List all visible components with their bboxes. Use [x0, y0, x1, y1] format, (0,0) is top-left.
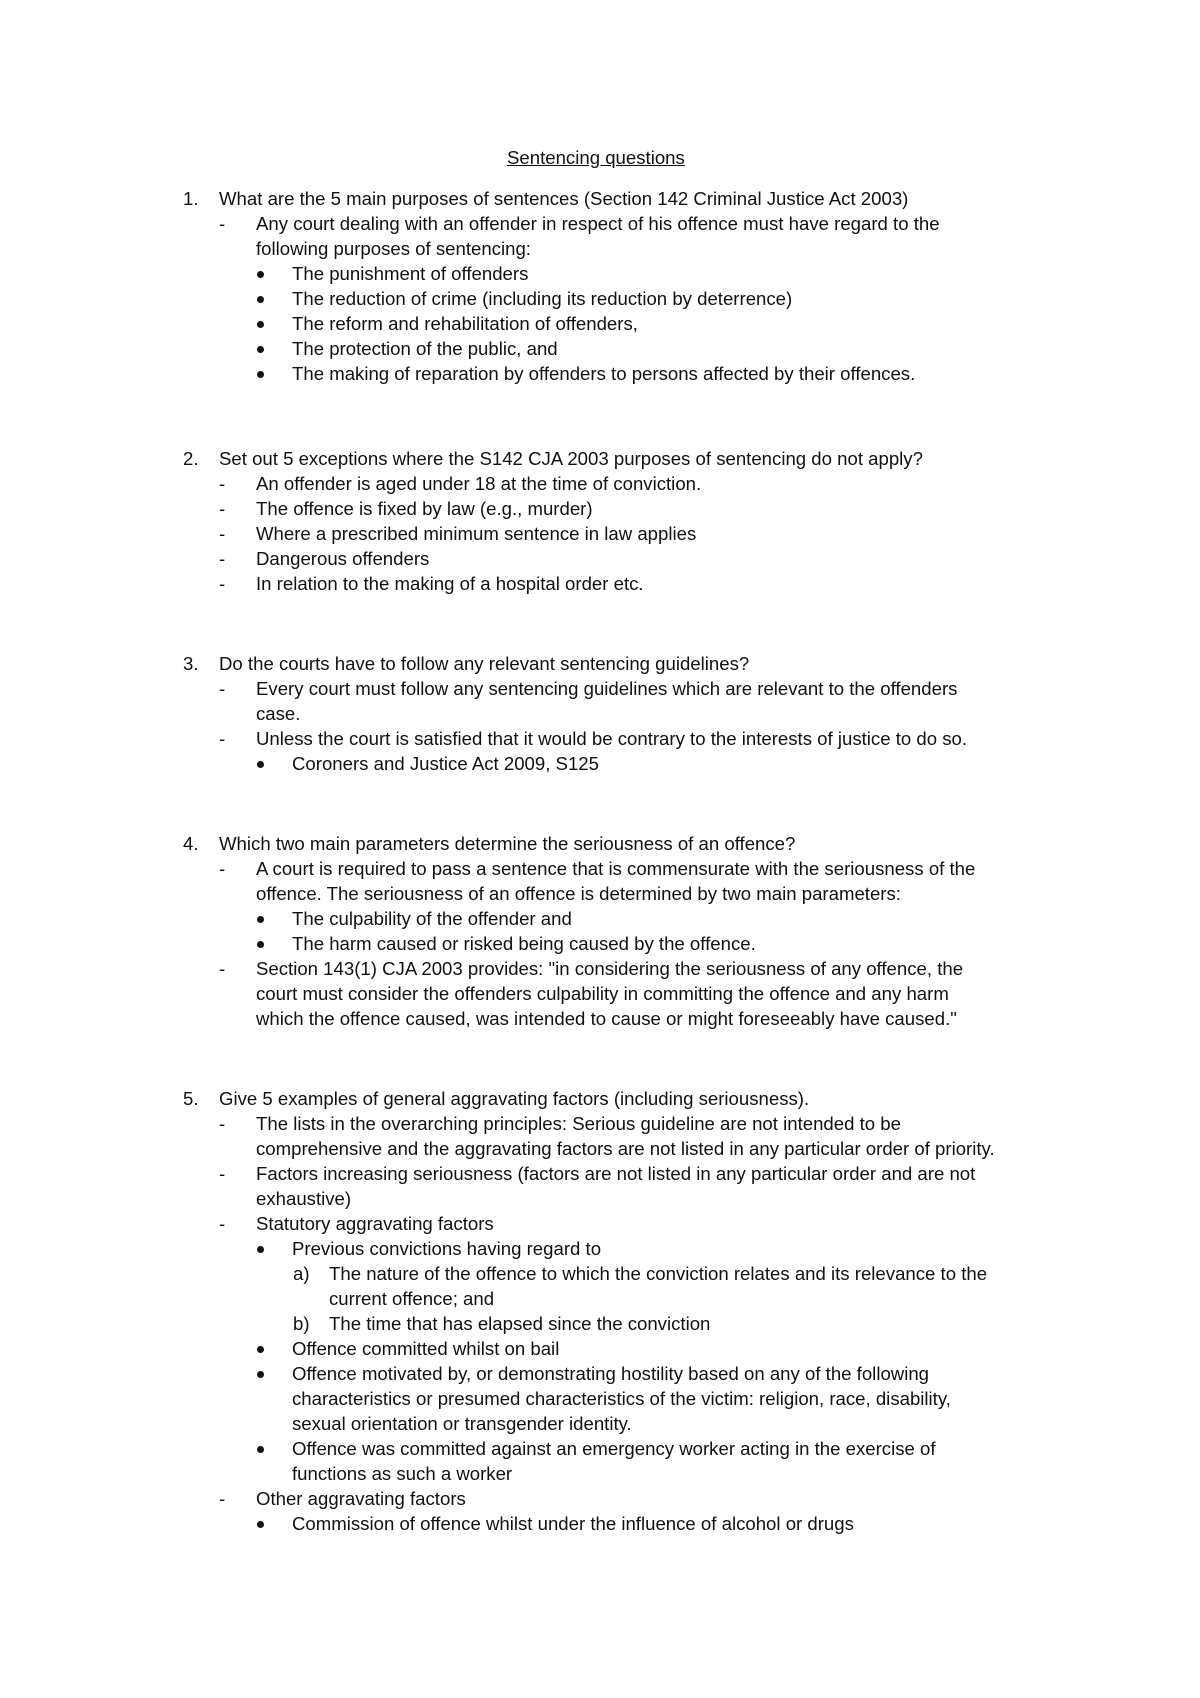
question-number: 5.: [183, 1088, 199, 1109]
answer-text: The lists in the overarching principles: Serious guideline are not intended to be: [256, 1113, 901, 1134]
dash-marker: -: [219, 573, 226, 594]
dash-marker: -: [219, 213, 226, 234]
sub-item-text: The nature of the offence to which the conviction relates and its relevance to the: [329, 1263, 988, 1284]
bullet-text: Offence was committed against an emergency worker acting in the exercise of: [292, 1438, 936, 1459]
question-text: Do the courts have to follow any relevant sentencing guidelines?: [219, 653, 750, 674]
dash-marker: -: [219, 498, 226, 519]
bullet-icon: [257, 321, 264, 328]
dash-marker: -: [219, 548, 226, 569]
dash-marker: -: [219, 958, 226, 979]
bullet-icon: [257, 271, 264, 278]
bullet-icon: [257, 1346, 264, 1353]
answer-text: The offence is fixed by law (e.g., murder): [256, 498, 593, 519]
bullet-icon: [257, 941, 264, 948]
answer-text: Other aggravating factors: [256, 1488, 466, 1509]
answer-text: Dangerous offenders: [256, 548, 430, 569]
answer-text: which the offence caused, was intended to cause or might foreseeably have caused.": [256, 1008, 957, 1029]
dash-marker: -: [219, 1213, 226, 1234]
dash-marker: -: [219, 1488, 226, 1509]
answer-text: Statutory aggravating factors: [256, 1213, 494, 1234]
bullet-text: Commission of offence whilst under the influence of alcohol or drugs: [292, 1513, 854, 1534]
sub-item-label: a): [293, 1263, 310, 1284]
sub-item-label: b): [293, 1313, 310, 1334]
answer-text: comprehensive and the aggravating factors are not listed in any particular order of priority.: [256, 1138, 995, 1159]
sub-item-text: The time that has elapsed since the conviction: [329, 1313, 711, 1334]
bullet-text: The punishment of offenders: [292, 263, 529, 284]
dash-marker: -: [219, 728, 226, 749]
answer-text: Section 143(1) CJA 2003 provides: "in considering the seriousness of any offence, the: [256, 958, 964, 979]
bullet-text: The culpability of the offender and: [292, 908, 572, 929]
bullet-text: The harm caused or risked being caused by the offence.: [292, 933, 756, 954]
answer-text: exhaustive): [256, 1188, 352, 1209]
question-text: Which two main parameters determine the seriousness of an offence?: [219, 833, 796, 854]
question-number: 3.: [183, 653, 199, 674]
sub-item-text: current offence; and: [329, 1288, 495, 1309]
bullet-icon: [257, 916, 264, 923]
answer-text: Any court dealing with an offender in respect of his offence must have regard to the: [256, 213, 940, 234]
answer-text: A court is required to pass a sentence that is commensurate with the seriousness of the: [256, 858, 976, 879]
dash-marker: -: [219, 858, 226, 879]
bullet-icon: [257, 1446, 264, 1453]
question-text: Give 5 examples of general aggravating factors (including seriousness).: [219, 1088, 810, 1109]
bullet-text: sexual orientation or transgender identity.: [292, 1413, 632, 1434]
answer-text: Where a prescribed minimum sentence in law applies: [256, 523, 697, 544]
bullet-icon: [257, 296, 264, 303]
answer-text: An offender is aged under 18 at the time of conviction.: [256, 473, 702, 494]
bullet-icon: [257, 1371, 264, 1378]
answer-text: Unless the court is satisfied that it would be contrary to the interests of justice to do so.: [256, 728, 968, 749]
bullet-icon: [257, 1521, 264, 1528]
answer-text: Every court must follow any sentencing guidelines which are relevant to the offenders: [256, 678, 958, 699]
bullet-text: The reduction of crime (including its reduction by deterrence): [292, 288, 793, 309]
question-number: 4.: [183, 833, 199, 854]
question-number: 2.: [183, 448, 199, 469]
bullet-icon: [257, 346, 264, 353]
answer-text: case.: [256, 703, 301, 724]
answer-text: following purposes of sentencing:: [256, 238, 531, 259]
bullet-icon: [257, 761, 264, 768]
bullet-text: Coroners and Justice Act 2009, S125: [292, 753, 599, 774]
dash-marker: -: [219, 1113, 226, 1134]
answer-text: Factors increasing seriousness (factors are not listed in any particular order and are not: [256, 1163, 976, 1184]
bullet-text: Offence motivated by, or demonstrating hostility based on any of the following: [292, 1363, 930, 1384]
bullet-text: The protection of the public, and: [292, 338, 558, 359]
bullet-text: functions as such a worker: [292, 1463, 513, 1484]
dash-marker: -: [219, 523, 226, 544]
bullet-text: The making of reparation by offenders to persons affected by their offences.: [292, 363, 916, 384]
bullet-icon: [257, 1246, 264, 1253]
bullet-text: Previous convictions having regard to: [292, 1238, 602, 1259]
question-text: What are the 5 main purposes of sentences (Section 142 Criminal Justice Act 2003): [219, 188, 909, 209]
bullet-text: Offence committed whilst on bail: [292, 1338, 560, 1359]
question-text: Set out 5 exceptions where the S142 CJA 2003 purposes of sentencing do not apply?: [219, 448, 923, 469]
answer-text: In relation to the making of a hospital order etc.: [256, 573, 644, 594]
answer-text: court must consider the offenders culpability in committing the offence and any harm: [256, 983, 949, 1004]
dash-marker: -: [219, 1163, 226, 1184]
dash-marker: -: [219, 473, 226, 494]
dash-marker: -: [219, 678, 226, 699]
page-title: Sentencing questions: [507, 147, 685, 168]
bullet-icon: [257, 371, 264, 378]
question-number: 1.: [183, 188, 199, 209]
answer-text: offence. The seriousness of an offence is determined by two main parameters:: [256, 883, 901, 904]
bullet-text: characteristics or presumed characteristics of the victim: religion, race, disability,: [292, 1388, 951, 1409]
bullet-text: The reform and rehabilitation of offenders,: [292, 313, 638, 334]
